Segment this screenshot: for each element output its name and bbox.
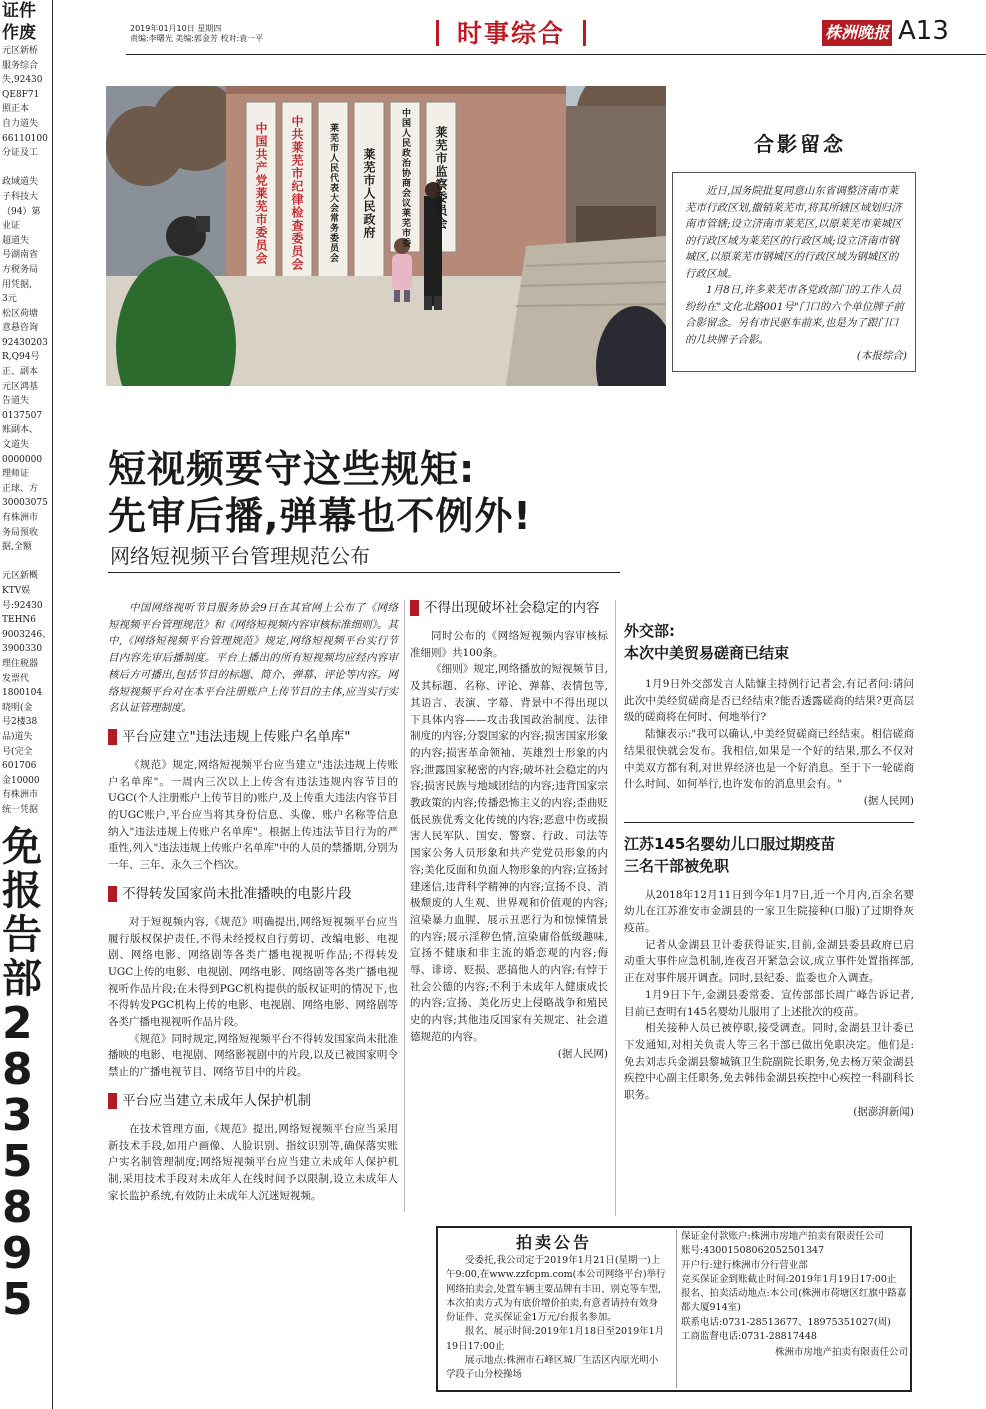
- auction-contact-line: 株洲市房地产拍卖有限责任公司: [774, 1347, 908, 1359]
- caption-paragraph: 1月8日,许多莱芜市各党政部门的工作人员纷纷在"文化北路001号"门口的六个单位牌子前合影留念。另有市民驱车前来,也是为了跟门口的几块牌子合影。: [685, 284, 904, 346]
- ad-phone-digit: 8: [2, 1044, 33, 1096]
- classified-line: 自力道失: [2, 118, 39, 129]
- auction-contact-line: 联系电话:0731-28513677、18975351027(周): [681, 1316, 891, 1328]
- classified-line: 元区新桥: [2, 46, 39, 56]
- classified-line: 正、副本: [2, 367, 39, 378]
- classified-line: R,Q94号: [2, 352, 40, 363]
- section-subhead: 不得出现破坏社会稳定的内容: [410, 598, 608, 618]
- ad-phone-digit: 3: [2, 1090, 33, 1142]
- title-line: 江苏145名婴幼儿口服过期疫苗: [624, 834, 836, 853]
- body-paragraph: 从2018年12月11日到今年1月7日,近一个月内,百余名婴幼儿在江苏淮安市金湖县的一家卫生院接种(口服)了过期脊灰疫苗。: [624, 888, 914, 935]
- photo-sign-4: 中国人民政治协商会议莱芜市委: [400, 108, 410, 248]
- header-rule: [126, 54, 986, 55]
- classified-line: KTV娱: [2, 585, 31, 596]
- section-title: 时事综合: [436, 14, 586, 50]
- classified-line: 3元: [2, 294, 17, 305]
- classified-line: 9003246、: [2, 629, 52, 640]
- main-story-column-1: [108, 600, 398, 1204]
- page-number: A13: [898, 16, 949, 46]
- classified-line: 理师证: [2, 469, 30, 480]
- caption-credit: (本报综合): [856, 350, 907, 362]
- classified-line: 号:92430: [2, 600, 43, 611]
- main-subheadline: 网络短视频平台管理规范公布: [110, 544, 370, 568]
- classified-line: 有株洲市: [2, 513, 39, 523]
- classified-line: 子科技大: [2, 191, 39, 202]
- section-subhead: 平台应建立"违法违规上传账户名单库": [108, 727, 398, 747]
- classified-line: 92430203: [2, 337, 48, 348]
- body-paragraph: 相关接种人员已被停职,接受调查。同时,金湖县卫计委已下发通知,对相关负责人等三名干部已做出免职决定。他们是:免去刘志兵金湖县黎城镇卫生院副院长职务,免去杨万荣金湖县疾控中心副主任职务,免去韩伟金湖县疾控中心疾控一科副科长职务。: [624, 1022, 914, 1102]
- story-credit: (据澎湃新闻): [853, 1105, 914, 1118]
- main-headline: [108, 446, 668, 540]
- classified-line: 30003075: [2, 498, 48, 509]
- classified-line: [0, 555, 52, 570]
- issue-date: [130, 24, 263, 44]
- column-divider: [404, 600, 405, 1212]
- classified-line: 理住税器: [2, 658, 39, 669]
- auction-contact-line: 工商监督电话:0731-28817448: [681, 1331, 817, 1343]
- classified-line: [0, 161, 52, 176]
- classified-line: 意悬咨询: [2, 323, 39, 334]
- body-paragraph: 陆慷表示:"我可以确认,中美经贸磋商已经结束。相信磋商结果很快就会发布。我相信,如果是一个好的结果,那么不仅对中美双方都有利,对世界经济也是一个好消息。至于下一轮磋商什么时间、如何举行,也许发布的消息里会有。": [624, 728, 914, 791]
- ad-large-text: 免: [2, 823, 42, 871]
- classified-line: 分证及工: [2, 148, 39, 159]
- classified-line: QE8F71: [2, 89, 40, 100]
- photo-sign-1: 中共莱芜市纪律检查委员会: [290, 115, 304, 271]
- side-stories-column: [624, 620, 914, 1120]
- photo-sign-2: 莱芜市人民代表大会常务委员会: [328, 123, 338, 263]
- classified-line: 统一凭据: [2, 804, 39, 815]
- classified-heading: 证件: [2, 1, 36, 21]
- classified-line: 0137507: [2, 410, 43, 421]
- side-story-title: [624, 620, 914, 664]
- body-paragraph: 在技术管理方面,《规范》提出,网络短视频平台应当采用新技术手段,如用户画像、人脸识别、指纹识别等,确保落实账户实名制管理制度;网络短视频平台应当建立未成年人保护机制,采用技术手段对未成年人在线时间予以限制,设立未成年人家长监护系统,有效防止未成年人沉迷短视频。: [108, 1122, 398, 1202]
- auction-title: 拍卖公告: [515, 1233, 592, 1252]
- caption-paragraph: 近日,国务院批复同意山东省调整济南市莱芜市行政区划,撤销莱芜市,将其所辖区域划归济南市管辖;设立济南市莱芜区,以原莱芜市莱城区的行政区域为莱芜区的行政区域;设立济南市钢城区,以原莱芜市钢城区的行政区域为钢城区的行政区域。: [685, 185, 902, 280]
- classified-line: 账副本、: [2, 425, 39, 436]
- classified-line: 66110100: [2, 133, 48, 144]
- classified-line: 据,全额: [2, 542, 32, 553]
- date-line: 2019年01月10日 星期四: [130, 24, 222, 33]
- auction-contact: [676, 1230, 908, 1388]
- ad-large-text: 报: [2, 867, 42, 915]
- classified-line: 照正本: [2, 104, 30, 115]
- classified-line: 号2楼38: [2, 717, 38, 728]
- story-credit: (据人民网): [557, 1047, 608, 1060]
- body-paragraph: 《规范》同时规定,网络短视频平台不得转发国家尚未批准播映的电影、电视剧、网络影视剧中的片段,以及已被国家明令禁止的广播电视节目、网络节目中的片段。: [108, 1032, 398, 1079]
- body-paragraph: 《规范》规定,网络短视频平台应当建立"违法违规上传账户名单库"。一周内三次以上上传含有违法违规内容节目的UGC(个人注册账户上传节目的)账户,及上传重大违法内容节目的UGC账户,平台应当将其身份信息、头像、账户名称等信息纳入"违法违规上传账户名单库"。根据上传违法节目行为的严重性,列入"违法违规上传账户名单库"中的人员的禁播期,分别为一年、三年、永久三个档次。: [108, 758, 398, 872]
- classified-line: 超道失: [2, 235, 30, 246]
- column-divider: [615, 600, 616, 1216]
- classified-line: 发票代: [2, 673, 30, 684]
- auction-contact-line: 开户行:建行株洲市分行营业部: [681, 1259, 808, 1271]
- classified-line: 务局预收: [2, 527, 39, 538]
- side-story-title: [624, 833, 914, 877]
- classified-line: 有株洲市: [2, 790, 39, 801]
- story-credit: (据人民网): [863, 794, 914, 807]
- classified-line: 号(完全: [2, 746, 33, 757]
- classified-line: 601706: [2, 761, 37, 772]
- main-story-column-2: [410, 598, 608, 1062]
- classified-line: 服务综合: [2, 60, 39, 71]
- section-subhead: 平台应当建立未成年人保护机制: [108, 1091, 398, 1111]
- section-subhead: 不得转发国家尚未批准播映的电影片段: [108, 884, 398, 904]
- photo-sign-5: 莱芜市监察委员会: [434, 126, 448, 230]
- classified-line: 品)道失: [2, 731, 33, 742]
- classified-line: 号湖南省: [2, 250, 39, 261]
- classified-line: 告道失: [2, 396, 30, 407]
- ad-phone-digit: 2: [2, 998, 33, 1050]
- ad-phone-digit: 9: [2, 1228, 33, 1280]
- ad-phone-digit: 5: [2, 1274, 33, 1326]
- photo-caption-title: 合影留念: [754, 132, 846, 156]
- classified-line: 元区鸿基: [2, 381, 39, 392]
- classified-line: 政域道失: [2, 177, 39, 188]
- auction-contact-line: 报名、拍卖活动地点:本公司(株洲市荷塘区红旗中路嘉都大厦914室): [681, 1288, 907, 1314]
- editor-line: 责编:李曙光 美编:郭金芳 校对:袁一平: [130, 34, 264, 43]
- classified-line: 正球、方: [2, 483, 39, 494]
- body-paragraph: 记者从金湖县卫计委获得证实,目前,金湖县委县政府已启动重大事件应急机制,连夜召开紧急会议,成立事件处置指挥部,正在对事件展开调查。同时,县纪委、监委也介入调查。: [624, 938, 914, 985]
- photo-sign-0: 中国共产党莱芜市委员会: [254, 121, 268, 265]
- ad-phone-digit: 8: [2, 1182, 33, 1234]
- classified-line: 文道失: [2, 440, 30, 451]
- classified-line: 方税务局: [2, 264, 39, 275]
- auction-paragraph: 受委托,我公司定于2019年1月21日(星期一)上午9:00,在www.zzfcpm.com(本公司网络平台)举行网络拍卖会,处置车辆主要品牌有丰田、别克等车型,本次拍卖方式为有底价增价拍卖,有意者请持有效身份证件、竞买保证金1万元/台报名参加。: [446, 1255, 666, 1324]
- auction-contact-line: 账号:43001508062052501347: [681, 1245, 825, 1257]
- ad-large-text: 告: [2, 911, 42, 959]
- auction-paragraph: 展示地点:株洲市石峰区城厂生活区内原光明小学段子山分校操场: [446, 1355, 659, 1381]
- auction-paragraph: 报名、展示时间:2019年1月18日至2019年1月19日17:00止: [446, 1326, 665, 1352]
- classified-line: 业证: [2, 221, 21, 232]
- title-line: 三名干部被免职: [624, 856, 730, 875]
- auction-contact-line: 保证金付款账户:株洲市房地产拍卖有限责任公司: [681, 1231, 884, 1242]
- headline-rule: [108, 572, 620, 573]
- body-paragraph: 1月9日下午,金湖县委常委、宣传部部长周广峰告诉记者,目前已查明有145名婴幼儿服用了上述批次的疫苗。: [624, 988, 914, 1018]
- body-paragraph: 同时公布的《网络短视频内容审核标准细则》共100条。: [410, 630, 608, 659]
- classified-line: 3900330: [2, 644, 43, 655]
- classified-line: 金10000: [2, 775, 40, 786]
- classified-line: 0000000: [2, 454, 43, 465]
- classified-line: （94）第: [2, 206, 41, 217]
- left-classifieds-strip: [0, 0, 53, 1409]
- news-photo: [106, 86, 666, 386]
- auction-notice: [436, 1226, 912, 1392]
- ad-large-text: 部: [2, 955, 42, 1003]
- lead-paragraph: 中国网络视听节目服务协会9日在其官网上公布了《网络短视频平台管理规范》和《网络短视频内容审核标准细则》。其中,《网络短视频平台管理规范》规定,网络短视频平台实行节目内容先审后播制度。平台上播出的所有短视频均应经内容审核后方可播出,包括节目的标题、简介、弹幕、评论等内容。网络短视频平台对在本平台注册账户上传节目的主体,应当实行实名认证管理制度。: [108, 602, 398, 715]
- classified-line: 松区荷塘: [2, 308, 39, 319]
- body-paragraph: 对于短视频内容,《规范》明确提出,网络短视频平台应当履行版权保护责任,不得未经授权自行剪切、改编电影、电视剧、网络电影、网络剧等各类广播电视视听作品;不得转发UGC上传的电影、电视剧、网络电影、网络剧等各类广播电视视听作品片段;在未得到PGC机构提供的版权证明的情况下,也不得转发PGC机构上传的电影、电视剧、网络电影、网络剧等各类广播电视视听作品片段。: [108, 915, 398, 1029]
- newspaper-logo: 株洲晚报: [822, 20, 892, 46]
- photo-sign-3: 莱芜市人民政府: [362, 147, 376, 239]
- title-line: 本次中美贸易磋商已结束: [624, 644, 790, 662]
- photo-caption-box: [672, 172, 916, 372]
- classified-line: 用凭据,: [2, 279, 32, 290]
- headline-line: 先审后播,弹幕也不例外!: [108, 494, 532, 538]
- headline-line: 短视频要守这些规矩:: [108, 447, 476, 491]
- classified-line: 1800104: [2, 688, 43, 699]
- classified-line: TEHN6: [2, 615, 37, 626]
- auction-details: [446, 1254, 666, 1383]
- classified-heading: 作废: [2, 23, 36, 43]
- auction-contact-line: 竞买保证金到账截止时间:2019年1月19日17:00止: [681, 1273, 897, 1285]
- classified-line: 失,92430: [2, 75, 43, 86]
- classified-line: 晓明(金: [2, 702, 33, 713]
- ad-phone-digit: 5: [2, 1136, 33, 1188]
- body-paragraph: 1月9日外交部发言人陆慷主持例行记者会,有记者问:请问此次中美经贸磋商是否已经结束?能否透露磋商的结果?更高层级的磋商将在何时、何地举行?: [624, 678, 914, 724]
- body-paragraph: 《细则》规定,网络播放的短视频节目,及其标题、名称、评论、弹幕、表情包等,其语言、表演、字幕、背景中不得出现以下具体内容——攻击我国政治制度、法律制度的内容;分裂国家的内容;损害国家形象的内容;损害革命领袖、英雄烈士形象的内容;泄露国家秘密的内容;破坏社会稳定的内容;损害民族与地域团结的内容;违背国家宗教政策的内容;传播恐怖主义的内容;歪曲贬低民族优秀文化传统的内容;恶意中伤或损害人民军队、国安、警察、行政、司法等国家公务人员形象和共产党党员形象的内容;美化反面和负面人物形象的内容;宣扬封建迷信,违背科学精神的内容;宣扬不良、消极颓废的人生观、世界观和价值观的内容;渲染暴力血腥、展示丑恶行为和惊悚情景的内容;展示淫秽色情,渲染庸俗低级趣味,宣扬不健康和非主流的婚恋观的内容;侮辱、诽谤、贬损、恶搞他人的内容;有悖于社会公德的内容;不利于未成年人健康成长的内容;宣扬、美化历史上侵略战争和殖民史的内容;其他违反国家有关规定、社会道德规范的内容。: [410, 663, 608, 1043]
- classified-line: 元区新概: [2, 571, 39, 582]
- title-line: 外交部:: [624, 622, 675, 640]
- story-divider: [624, 822, 914, 823]
